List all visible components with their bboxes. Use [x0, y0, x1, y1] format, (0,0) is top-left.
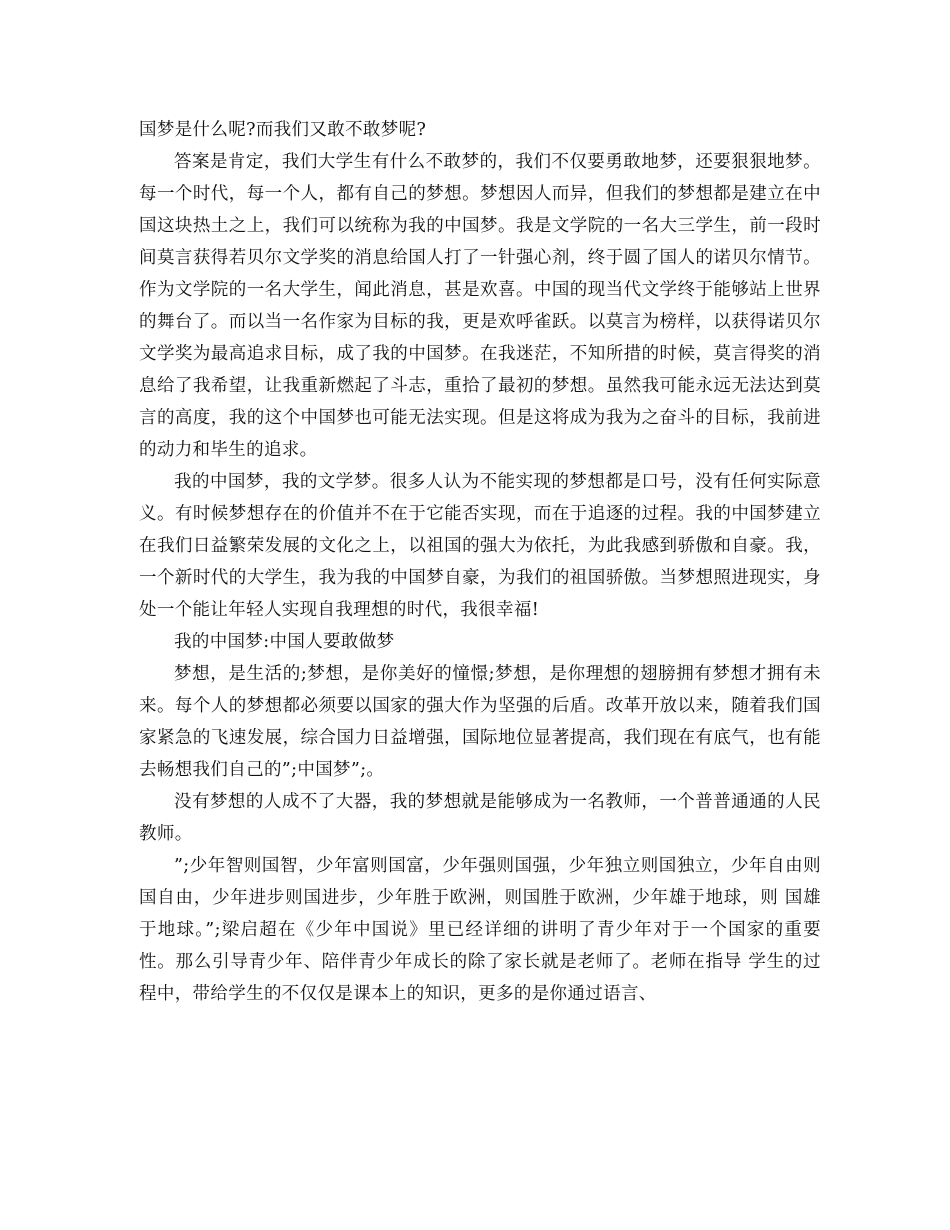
paragraph-youth-quote: ”;少年智则国智，少年富则国富，少年强则国强，少年独立则国独立，少年自由则国自由，少年进步则国进步，少年胜于欧洲，则国胜于欧洲，少年雄于地球，则 国雄于地球。”;梁启超在《少年中国说》里已经详细的讲明了青少年对于一个国家的重要性。那么引导青少年、陪伴青少年成长的除了家长就是老师了。老师在指导 学生的过程中，带给学生的不仅仅是课本上的知识，更多的是你通过语言、 — [139, 856, 821, 1004]
section-heading: 我的中国梦:中国人要敢做梦 — [174, 632, 395, 652]
paragraph-answer: 答案是肯定，我们大学生有什么不敢梦的，我们不仅要勇敢地梦，还要狠狠地梦。每一个时代，每一个人，都有自己的梦想。梦想因人而异，但我们的梦想都是建立在中国这块热土之上，我们可以统称为我的中国梦。我是文学院的一名大三学生，前一段时间莫言获得若贝尔文学奖的消息给国人打了一针强心剂，终于圆了国人的诺贝尔情节。作为文学院的一名大学生，闻此消息，甚是欢喜。中国的现当代文学终于能够站上世界的舞台了。而以当一名作家为目标的我，更是欢呼雀跃。以莫言为榜样，以获得诺贝尔文学奖为最高追求目标，成了我的中国梦。在我迷茫，不知所措的时候，莫言得奖的消息给了我希望，让我重新燃起了斗志，重拾了最初的梦想。虽然我可能永远无法达到莫言的高度，我的这个中国梦也可能无法实现。但是这将成为我为之奋斗的目标，我前进的动力和毕生的追求。 — [139, 152, 821, 460]
document-body — [139, 114, 821, 1010]
paragraph-continuation: 国梦是什么呢?而我们又敢不敢梦呢? — [139, 120, 427, 140]
paragraph-literary-dream: 我的中国梦，我的文学梦。很多人认为不能实现的梦想都是口号，没有任何实际意义。有时候梦想存在的价值并不在于它能否实现，而在于追逐的过程。我的中国梦建立在我们日益繁荣发展的文化之上，以祖国的强大为依托，为此我感到骄傲和自豪。我，一个新时代的大学生，我为我的中国梦自豪，为我们的祖国骄傲。当梦想照进现实，身处一个能让年轻人实现自我理想的时代，我很幸福! — [139, 472, 821, 620]
paragraph-dream-definition: 梦想，是生活的;梦想，是你美好的憧憬;梦想，是你理想的翅膀拥有梦想才拥有未来。每个人的梦想都必须要以国家的强大作为坚强的后盾。改革开放以来，随着我们国家紧急的飞速发展，综合国力日益增强，国际地位显著提高，我们现在有底气，也有能去畅想我们自己的”;中国梦”;。 — [139, 664, 821, 780]
paragraph-teacher-dream: 没有梦想的人成不了大器，我的梦想就是能够成为一名教师，一个普普通通的人民教师。 — [139, 792, 821, 844]
